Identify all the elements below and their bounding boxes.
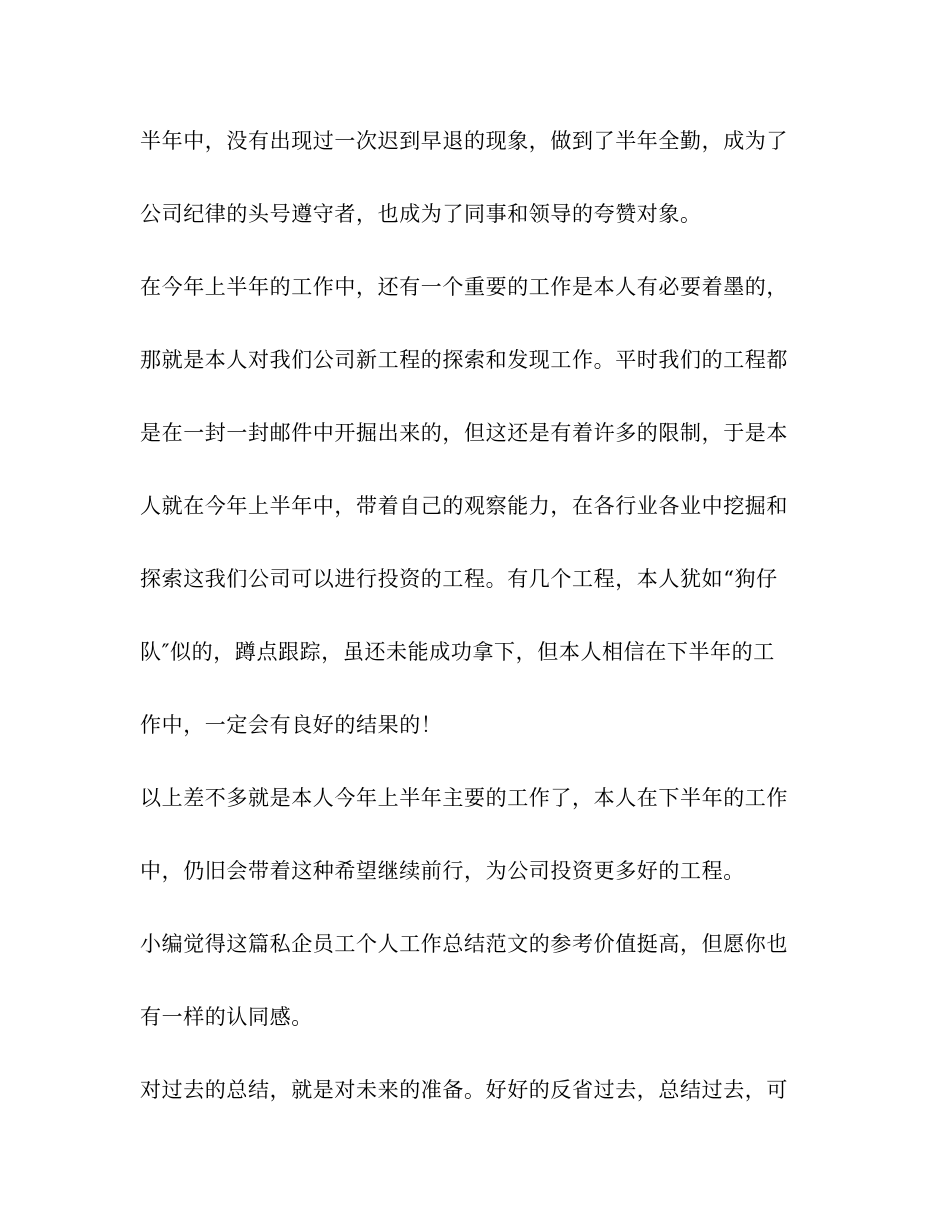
paragraph-line: 半年中，没有出现过一次迟到早退的现象，做到了半年全勤，成为了 — [140, 129, 788, 153]
paragraph-line: 以上差不多就是本人今年上半年主要的工作了，本人在下半年的工作 — [140, 786, 788, 810]
paragraph-line: 公司纪律的头号遵守者，也成为了同事和领导的夸赞对象。 — [140, 202, 702, 226]
paragraph-line: 中，仍旧会带着这种希望继续前行，为公司投资更多好的工程。 — [140, 859, 745, 883]
paragraph-line: 探索这我们公司可以进行投资的工程。有几个工程，本人犹如“狗仔 — [140, 567, 778, 591]
paragraph-line: 人就在今年上半年中，带着自己的观察能力，在各行业各业中挖掘和 — [140, 494, 788, 518]
paragraph-line: 对过去的总结，就是对未来的准备。好好的反省过去，总结过去，可 — [140, 1078, 788, 1102]
paragraph-line: 那就是本人对我们公司新工程的探索和发现工作。平时我们的工程都 — [140, 348, 788, 372]
paragraph-line: 小编觉得这篇私企员工个人工作总结范文的参考价值挺高，但愿你也 — [140, 932, 788, 956]
paragraph-line: 有一样的认同感。 — [140, 1005, 313, 1029]
paragraph-line: 队″似的，蹲点跟踪，虽还未能成功拿下，但本人相信在下半年的工 — [140, 640, 775, 664]
paragraph-line: 在今年上半年的工作中，还有一个重要的工作是本人有必要着墨的， — [140, 275, 788, 299]
paragraph-line: 作中，一定会有良好的结果的！ — [140, 713, 443, 737]
paragraph-line: 是在一封一封邮件中开掘出来的，但这还是有着许多的限制，于是本 — [140, 421, 788, 445]
